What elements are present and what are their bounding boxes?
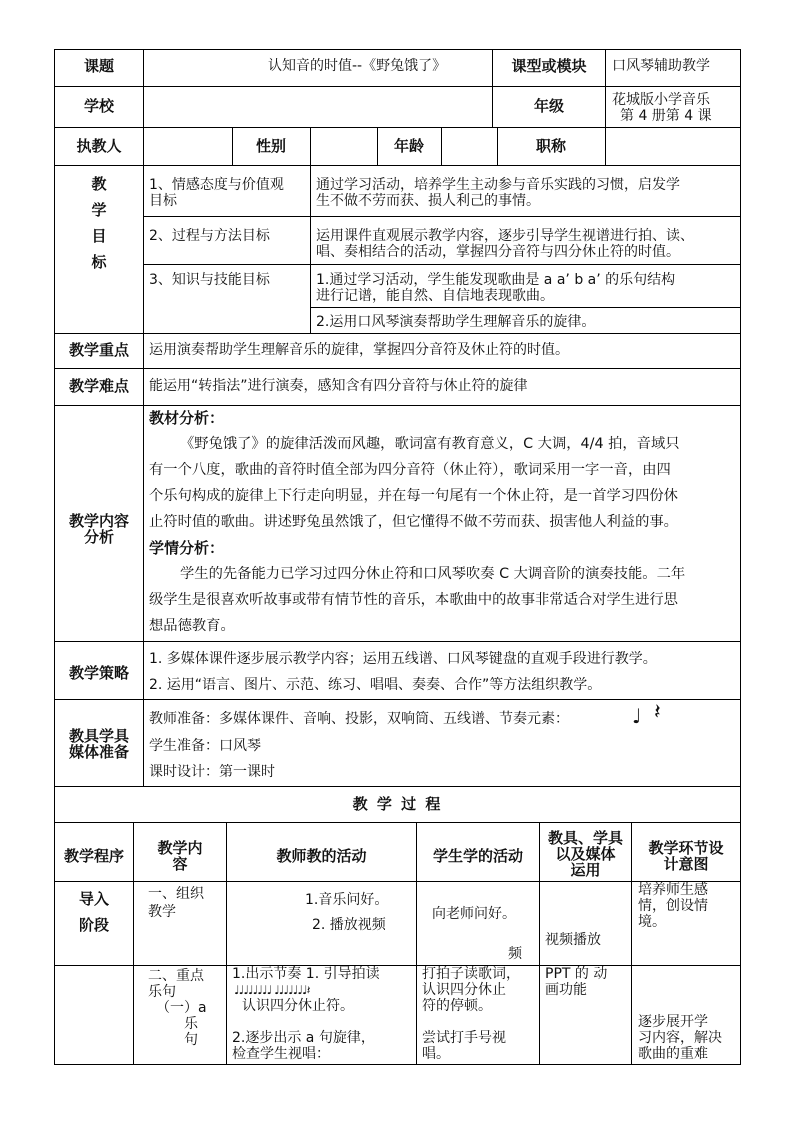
- stage2-media: PPT 的 动: [545, 966, 608, 982]
- stage2-intent-2: 习内容，解决: [638, 1030, 722, 1046]
- table-line: [143, 333, 144, 786]
- goals-label-char-4: 标: [91, 253, 107, 271]
- table-line: [310, 127, 311, 165]
- stage2-student-2: 认识四分休止: [422, 982, 506, 998]
- col-header-content: 教学内: [157, 839, 203, 857]
- course-type-value: 口风琴辅助教学: [612, 58, 710, 74]
- stage1-intent-3: 境。: [638, 914, 666, 930]
- label-media: 教具学具: [68, 727, 129, 745]
- col-header-content-2: 容: [172, 855, 188, 873]
- table-border-right: [740, 49, 741, 1065]
- analysis-paragraph: 学生的先备能力已学习过四分休止符和口风琴吹奏 C 大调音阶的演奏技能。二年: [180, 566, 686, 582]
- table-line: [310, 165, 311, 333]
- analysis-paragraph: 《野兔饿了》的旋律活泼而风趣，歌词富有教育意义，C 大调，4/4 拍，音域只: [180, 436, 680, 452]
- col-header-media-3: 运用: [570, 861, 601, 879]
- table-line: [143, 264, 741, 265]
- analysis-paragraph: 有一个八度，歌曲的音符时值全部为四分音符（休止符），歌词采用一字一音，由四: [149, 462, 671, 478]
- grade-value-line1: 花城版小学音乐: [612, 92, 710, 108]
- goal1-text: 通过学习活动，培养学生主动参与音乐实践的习惯，启发学: [316, 177, 680, 193]
- goal2-name: 2、过程与方法目标: [149, 228, 270, 244]
- goals-label-char-1: 教: [91, 175, 107, 193]
- grade-value-line2: 第 4 册第 4 课: [620, 108, 712, 124]
- stage1-intent: 培养师生感: [638, 882, 708, 898]
- table-line: [54, 699, 741, 700]
- stage1-intent-2: 情，创设情: [638, 898, 708, 914]
- label-difficulty: 教学难点: [68, 377, 129, 395]
- analysis-paragraph: 个乐句构成的旋律上下行走向明显，并在每一句尾有一个休止符，是一首学习四份休: [149, 488, 678, 504]
- goal3-text: 1.通过学习活动，学生能发现歌曲是 a a’ b a’ 的乐句结构: [316, 272, 676, 288]
- stage2-rhythm: ♩♩♩♩♩♩♩♩ ♩♩♩♩♩♩♩𝄽: [234, 983, 310, 997]
- col-header-procedure: 教学程序: [63, 847, 124, 865]
- stage2-intent-3: 歌曲的重难: [638, 1046, 708, 1062]
- stage1-content-2: 教学: [148, 904, 176, 920]
- label-media-2: 媒体准备: [68, 743, 129, 761]
- stage1-student: 向老师问好。: [432, 906, 516, 922]
- goals-label-char-2: 学: [91, 201, 107, 219]
- table-line: [310, 307, 741, 308]
- goal1-name-2: 目标: [149, 193, 177, 209]
- table-line: [605, 127, 606, 165]
- goal3-name: 3、知识与技能目标: [149, 272, 270, 288]
- stage2-content: 二、重点: [148, 968, 204, 984]
- analysis-paragraph: 级学生是很喜欢听故事或带有情节性的音乐，本歌曲中的故事非常适合对学生进行思: [149, 592, 678, 608]
- stage1-student-fragment: 频: [508, 946, 522, 962]
- analysis-paragraph: 想品德教育。: [149, 618, 235, 634]
- strategy-item-1: 1. 多媒体课件逐步展示教学内容；运用五线谱、口风琴键盘的直观手段进行教学。: [149, 651, 657, 667]
- quarter-note-icon: ♩: [632, 704, 642, 728]
- table-line: [143, 127, 144, 165]
- col-header-media-2: 以及媒体: [555, 845, 616, 863]
- table-line: [54, 405, 741, 406]
- table-line: [54, 86, 741, 87]
- table-line: [143, 216, 741, 217]
- table-line: [54, 368, 741, 369]
- table-line: [605, 49, 606, 127]
- label-school: 学校: [83, 97, 114, 115]
- table-line: [143, 165, 144, 333]
- stage2-media-2: 画功能: [545, 982, 587, 998]
- topic-value: 认知音的时值--《野兔饿了》: [268, 58, 447, 74]
- media-student-prep: 学生准备：口风琴: [149, 738, 261, 754]
- goals-label-char-3: 目: [91, 227, 107, 245]
- table-line: [54, 965, 741, 966]
- table-line: [54, 1064, 741, 1065]
- stage2-content-3: （一）a: [156, 1000, 207, 1016]
- table-line: [143, 49, 144, 127]
- table-line: [54, 786, 741, 787]
- goal2-text: 运用课件直观展示教学内容，逐步引导学生视谱进行拍、读、: [316, 228, 694, 244]
- label-job-title: 职称: [535, 137, 566, 155]
- label-topic: 课题: [83, 57, 114, 75]
- stage2-teacher-4: 检查学生视唱：: [232, 1046, 330, 1062]
- stage2-content-5: 句: [184, 1032, 198, 1048]
- analysis-paragraph: 止符时值的歌曲。讲述野兔虽然饿了，但它懂得不做不劳而获、损害他人利益的事。: [149, 514, 678, 530]
- label-course-type: 课型或模块: [511, 57, 587, 75]
- stage2-student-5: 唱。: [422, 1046, 450, 1062]
- stage2-content-2: 乐句: [148, 984, 176, 1000]
- table-line: [441, 127, 442, 165]
- stage2-student: 打拍子读歌词，: [422, 966, 520, 982]
- stage1-content: 一、组织: [148, 886, 204, 902]
- goal3-text-2: 进行记谱，能自然、自信地表现歌曲。: [316, 288, 554, 304]
- stage1-name: 导入: [78, 890, 109, 908]
- col-header-intent: 教学环节设: [648, 839, 724, 857]
- analysis-heading-material: 教材分析：: [149, 409, 225, 427]
- label-analysis-2: 分析: [83, 528, 114, 546]
- goal1-text-2: 生不做不劳而获、损人利己的事情。: [316, 193, 540, 209]
- label-teacher: 执教人: [76, 137, 122, 155]
- quarter-rest-icon: 𝄽: [654, 700, 661, 725]
- stage2-teacher-1: 1.出示节奏 1. 引导拍读: [232, 966, 380, 982]
- label-grade: 年级: [533, 97, 564, 115]
- table-line: [54, 333, 741, 334]
- stage2-intent: 逐步展开学: [638, 1014, 708, 1030]
- table-line: [54, 641, 741, 642]
- col-header-teacher: 教师教的活动: [276, 847, 367, 865]
- goal1-name: 1、情感态度与价值观: [149, 177, 284, 193]
- stage1-teacher-2: 2. 播放视频: [312, 917, 386, 933]
- analysis-heading-students: 学情分析：: [149, 539, 225, 557]
- stage1-name-2: 阶段: [78, 916, 109, 934]
- stage2-teacher-3: 2.逐步出示 a 句旋律，: [232, 1030, 375, 1046]
- label-age: 年龄: [393, 137, 424, 155]
- stage2-student-3: 符的停顿。: [422, 998, 492, 1014]
- goal2-text-2: 唱、奏相结合的活动，掌握四分音符与四分休止符的时值。: [316, 244, 680, 260]
- stage2-teacher-2: 认识四分休止符。: [242, 998, 354, 1014]
- media-teacher-prep: 教师准备：多媒体课件、音响、投影，双响筒、五线谱、节奏元素：: [149, 711, 569, 727]
- goal3-text-3: 2.运用口风琴演奏帮助学生理解音乐的旋律。: [316, 314, 596, 330]
- table-line: [54, 127, 741, 128]
- table-line: [54, 822, 741, 823]
- table-line: [54, 49, 741, 50]
- table-line: [54, 165, 741, 166]
- stage2-student-4: 尝试打手号视: [422, 1030, 506, 1046]
- col-header-intent-2: 计意图: [663, 855, 709, 873]
- strategy-item-2: 2. 运用“语言、图片、示范、练习、唱唱、奏奏、合作”等方法组织教学。: [149, 677, 602, 693]
- media-lesson-design: 课时设计：第一课时: [149, 764, 275, 780]
- difficulty-text: 能运用“转指法”进行演奏，感知含有四分音符与休止符的旋律: [149, 378, 528, 394]
- stage2-content-4: 乐: [184, 1016, 198, 1032]
- process-title: 教 学 过 程: [352, 795, 443, 813]
- key-point-text: 运用演奏帮助学生理解音乐的旋律，掌握四分音符及休止符的时值。: [149, 342, 569, 358]
- stage1-media: 视频播放: [545, 932, 601, 948]
- label-gender: 性别: [255, 137, 286, 155]
- col-header-media: 教具、学具: [547, 829, 623, 847]
- label-strategy: 教学策略: [68, 664, 129, 682]
- label-analysis: 教学内容: [68, 512, 129, 530]
- label-key-point: 教学重点: [68, 341, 129, 359]
- col-header-student: 学生学的活动: [432, 847, 523, 865]
- stage1-teacher-1: 1.音乐问好。: [305, 892, 389, 908]
